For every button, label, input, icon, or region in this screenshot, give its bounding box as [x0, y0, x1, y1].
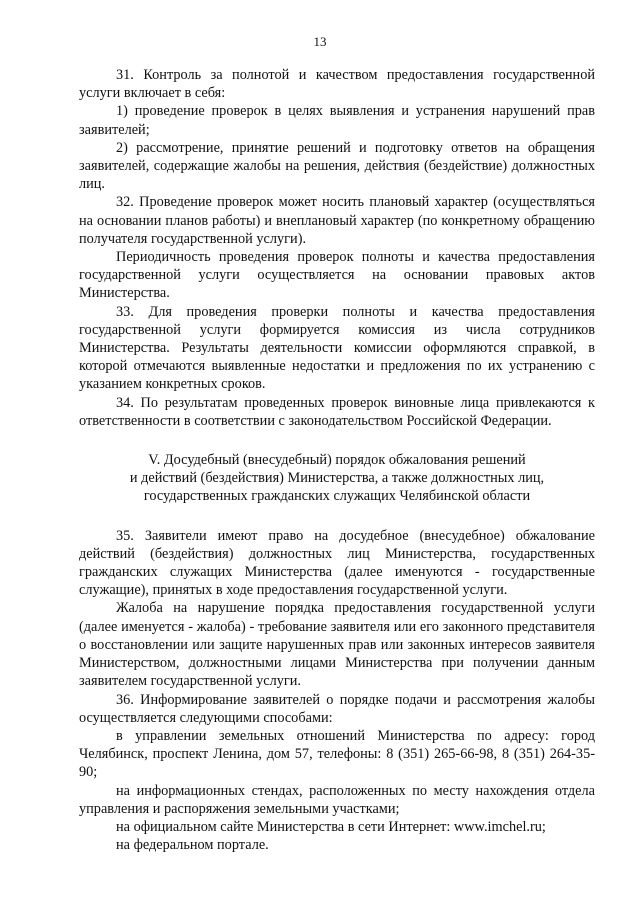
paragraph-complaint-definition: Жалоба на нарушение порядка предоставления государственной услуги (далее именуется - жалоба) - требование заявителя или его законного представителя о восстановлении или защите нарушенных прав или законных интересов заявителя Министерством, должностными лицами Министерства при получении данным заявителем государственной услуги.: [79, 600, 595, 690]
list-item-1: 1) проведение проверок в целях выявления и устранения нарушений прав заявителей;: [79, 103, 595, 138]
page-number: 13: [313, 34, 327, 49]
paragraph-35: 35. Заявители имеют право на досудебное (внесудебное) обжалование действий (бездействия) должностных лиц Министерства, государственных гражданских служащих Министерства (далее именуются - государственные служащие), принятых в ходе предоставления государственной услуги.: [79, 527, 595, 599]
paragraph-32: 32. Проведение проверок может носить плановый характер (осуществляться на основании планов работы) и внеплановый характер (по конкретному обращению получателя государственной услуги).: [79, 194, 595, 247]
section-heading-line: и действий (бездействия) Министерства, а также должностных лиц,: [129, 470, 545, 487]
paragraph-36: 36. Информирование заявителей о порядке подачи и рассмотрения жалобы осуществляется следующими способами:: [79, 691, 595, 726]
list-item-2: 2) рассмотрение, принятие решений и подготовку ответов на обращения заявителей, содержащие жалобы на решения, действия (бездействие) должностных лиц.: [79, 139, 595, 193]
method-website: на официальном сайте Министерства в сети Интернет: www.imchel.ru;: [116, 818, 546, 835]
method-address: в управлении земельных отношений Министерства по адресу: город Челябинск, проспект Ленина, дом 57, телефоны: 8 (351) 265-66-98, 8 (351) 264-35-90;: [79, 727, 595, 781]
method-federal-portal: на федеральном портале.: [116, 837, 269, 854]
paragraph-periodicity: Периодичность проведения проверок полноты и качества предоставления государственной услуги осуществляется на основании правовых актов Министерства.: [79, 249, 595, 302]
section-heading-line: V. Досудебный (внесудебный) порядок обжалования решений: [148, 452, 526, 469]
section-heading-line: государственных гражданских служащих Челябинской области: [143, 488, 531, 505]
paragraph-34: 34. По результатам проведенных проверок виновные лица привлекаются к ответственности в соответствии с законодательством Российской Федерации.: [79, 394, 595, 429]
method-stands: на информационных стендах, расположенных по месту нахождения отдела управления и распоряжения земельными участками;: [79, 782, 595, 817]
paragraph-33: 33. Для проведения проверки полноты и качества предоставления государственной услуги формируется комиссия из числа сотрудников Министерства. Результаты деятельности комиссии оформляются справкой, в которой отмечаются выявленные недостатки и предложения по их устранению с указанием конкретных сроков.: [79, 303, 595, 393]
document-body: [79, 66, 595, 854]
paragraph-31: 31. Контроль за полнотой и качеством предоставления государственной услуги включает в себя:: [79, 67, 595, 102]
section-heading: [79, 451, 595, 506]
